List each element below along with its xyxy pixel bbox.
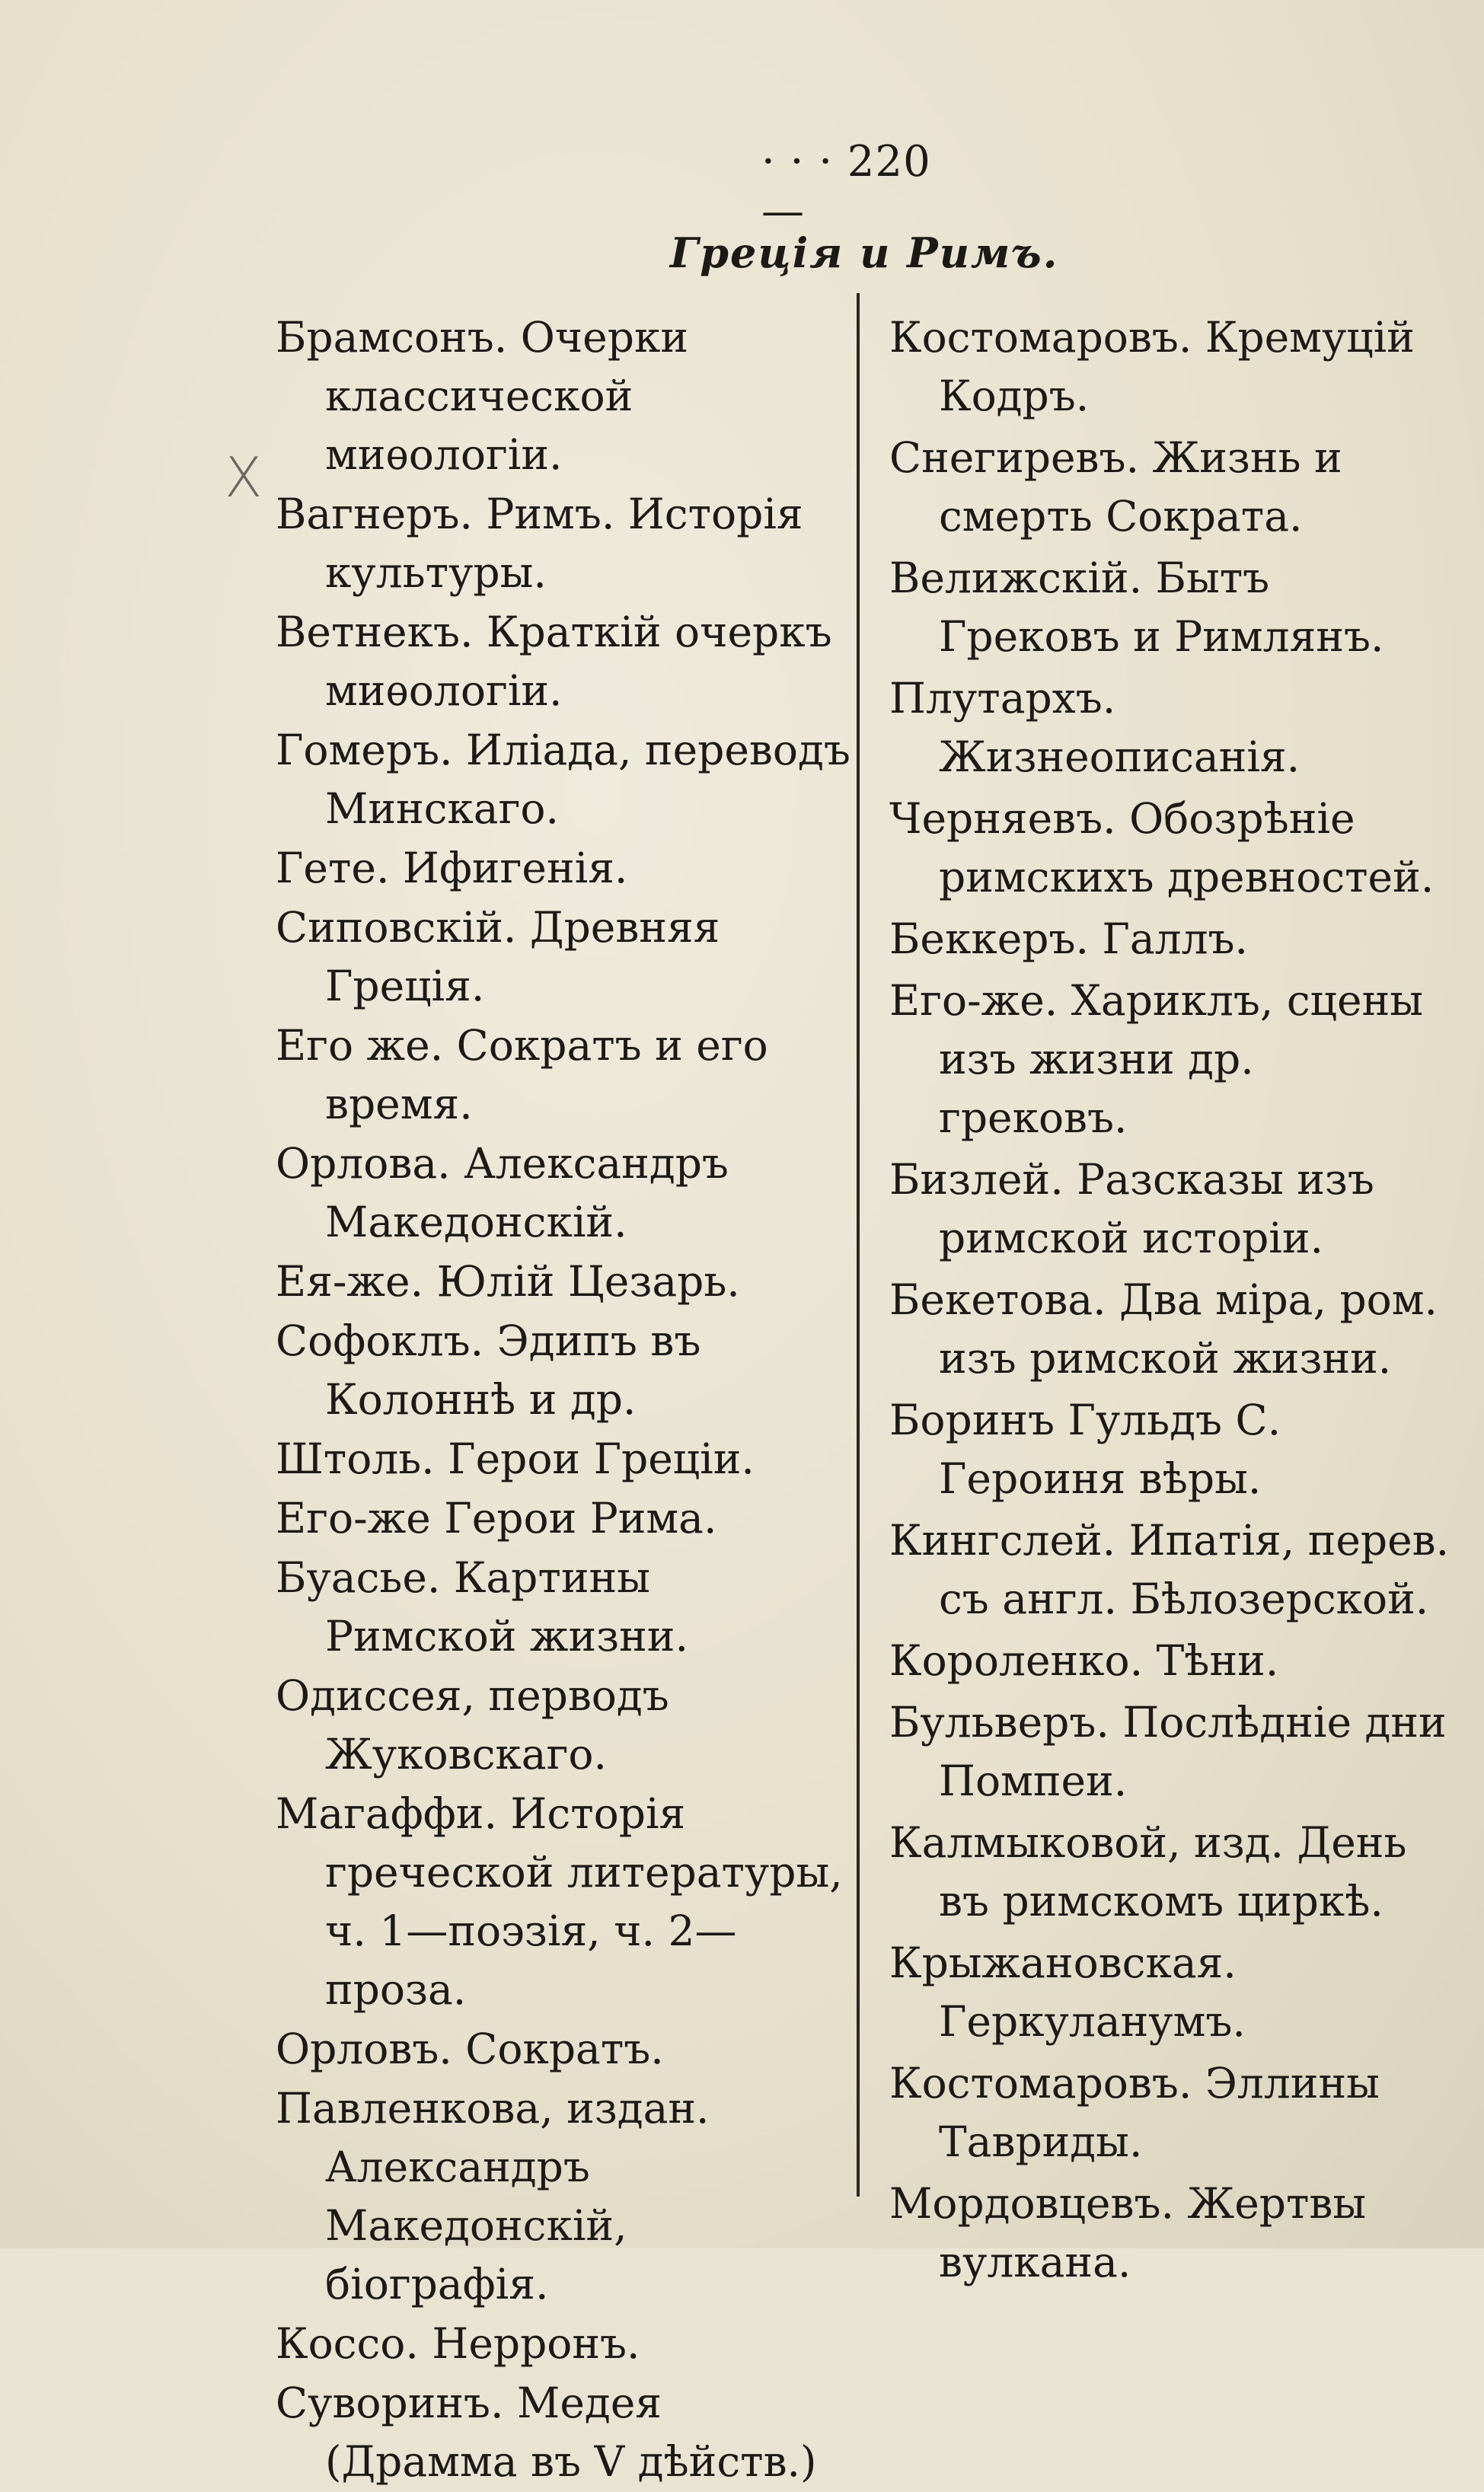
book-entry: Бекетова. Два міра, ром. изъ римской жизни. bbox=[889, 1275, 1438, 1383]
book-entry: Сиповскій. Древняя Греція. bbox=[276, 903, 720, 1010]
book-entry: Плутархъ. Жизнеописанія. bbox=[889, 674, 1300, 781]
right-column bbox=[889, 308, 1453, 2295]
book-entry: Буасье. Картины Римской жизни. bbox=[276, 1553, 688, 1661]
book-entry: Мордовцевъ. Жертвы вулкана. bbox=[889, 2179, 1367, 2286]
book-entry: Кингслей. Ипатія, перев. съ англ. Бѣлозерской. bbox=[889, 1516, 1450, 1623]
book-entry: Его-же. Хариклъ, сцены изъ жизни др. грековъ. bbox=[889, 976, 1424, 1142]
section-heading: Греція и Римъ. bbox=[670, 228, 1059, 277]
book-entry: Крыжановская. Геркуланумъ. bbox=[889, 1938, 1246, 2046]
book-entry: Костомаровъ. Кремуцій Кодръ. bbox=[889, 313, 1415, 420]
column-divider bbox=[857, 293, 860, 2197]
book-entry: Костомаровъ. Эллины Тавриды. bbox=[889, 2059, 1380, 2166]
book-entry: Короленко. Тѣни. bbox=[889, 1636, 1279, 1685]
book-entry: Его-же Герои Рима. bbox=[276, 1494, 717, 1543]
book-entry: Орловъ. Сократъ. bbox=[276, 2025, 664, 2073]
book-entry: Суворинъ. Медея (Драмма въ V дѣйств.) bbox=[276, 2379, 817, 2486]
page-number: · · · 220 — bbox=[761, 137, 931, 236]
book-entry: Гомеръ. Иліада, переводъ Минскаго. bbox=[276, 726, 851, 833]
book-entry: Брамсонъ. Очерки классической миѳологіи. bbox=[276, 313, 688, 479]
book-entry: Ветнекъ. Краткій очеркъ миѳологіи. bbox=[276, 608, 832, 715]
book-entry: Ея-же. Юлій Цезарь. bbox=[276, 1257, 740, 1306]
book-entry: Коссо. Нерронъ. bbox=[276, 2319, 640, 2368]
book-entry: Софоклъ. Эдипъ въ Колоннѣ и др. bbox=[276, 1316, 701, 1424]
book-entry: Калмыковой, изд. День въ римскомъ циркѣ. bbox=[889, 1818, 1407, 1926]
book-entry: Вагнеръ. Римъ. Исторія культуры. bbox=[276, 490, 803, 597]
book-entry: Бизлей. Разсказы изъ римской исторіи. bbox=[889, 1155, 1374, 1262]
book-entry: Черняевъ. Обозрѣніе римскихъ древностей. bbox=[889, 794, 1435, 901]
book-entry: Бульверъ. Послѣдніе дни Помпеи. bbox=[889, 1698, 1447, 1805]
book-entry: Беккеръ. Галлъ. bbox=[889, 914, 1248, 963]
book-entry: Гете. Ифигенія. bbox=[276, 844, 628, 892]
book-entry: Снегиревъ. Жизнь и смерть Сократа. bbox=[889, 433, 1342, 541]
book-entry: Одиссея, перводъ Жуковскаго. bbox=[276, 1671, 669, 1779]
book-entry: Магаффи. Исторія греческой литературы, ч. 1—поэзія, ч. 2—проза. bbox=[276, 1789, 843, 2014]
book-entry: Штоль. Герои Греціи. bbox=[276, 1434, 755, 1483]
book-entry: Боринъ Гульдъ С. Героиня вѣры. bbox=[889, 1396, 1281, 1503]
book-entry: Велижскій. Бытъ Грековъ и Римлянъ. bbox=[889, 554, 1384, 661]
pencil-mark: X bbox=[225, 445, 263, 509]
book-entry: Павленкова, издан. Александръ Македонскій, біографія. bbox=[276, 2084, 710, 2309]
left-column bbox=[276, 308, 854, 2492]
book-entry: Его же. Сократъ и его время. bbox=[276, 1021, 768, 1128]
book-entry: Орлова. Александръ Македонскій. bbox=[276, 1139, 729, 1246]
